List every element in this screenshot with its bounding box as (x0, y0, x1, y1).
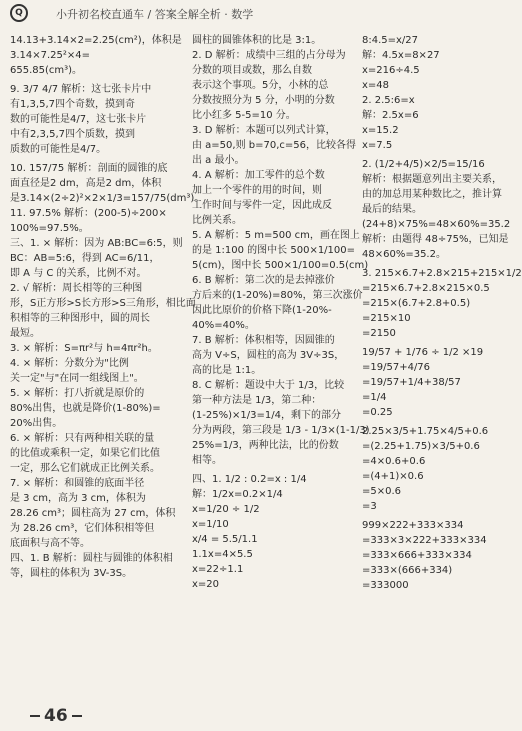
text-line: (1-25%)×1/3=1/4，剩下的部分 (192, 410, 341, 421)
text-line: 14.13+3.14×2=2.25(cm²)，体积是 (10, 35, 182, 46)
text-line: 6. B 解析：第二次的是去掉涨价 (192, 275, 335, 286)
text-line: 8. C 解析：题设中大于 1/3，比较 (192, 380, 345, 391)
text-line: BC：AB=5:6，得到 AC=6/11， (10, 253, 160, 264)
text-line: 为 28.26 cm³，它们体积相等但 (10, 523, 155, 534)
text-line: 出 a 最小。 (192, 155, 245, 166)
text-line: 四、1. 1/2 : 0.2=x : 1/4 (192, 474, 307, 485)
text-line: x=15.2 (362, 125, 399, 136)
text-line: 655.85(cm³)。 (10, 65, 83, 76)
text-line: 加上一个零件的用的时间，则 (192, 185, 322, 196)
text-line: 方后来的(1-20%)=80%，第三次涨价 (192, 290, 363, 301)
text-line: 5. × 解析：打八折就是原价的 (10, 388, 145, 399)
text-line: =1/4 (362, 392, 387, 403)
page-number: 46 (26, 706, 86, 726)
text-line: 40%=40%。 (192, 320, 255, 331)
text-line: 一定，那么它们就成正比例关系。 (10, 463, 160, 474)
text-line: 中有2,3,5,7四个质数，摸到 (10, 129, 135, 140)
text-line: 20%出售。 (10, 418, 63, 429)
text-line: 面直径是2 dm，高是2 dm，体积 (10, 178, 162, 189)
text-line: =3 (362, 501, 377, 512)
text-line: =19/57+4/76 (362, 362, 431, 373)
text-line: =333×666+333×334 (362, 550, 472, 561)
text-line: =215×6.7+2.8×215×0.5 (362, 283, 490, 294)
text-line: x=1/20 ÷ 1/2 (192, 504, 260, 515)
text-line: x=22÷1.1 (192, 564, 244, 575)
text-line: 2. 2.5:6=x (362, 95, 415, 106)
text-line: x=1/10 (192, 519, 229, 530)
book-logo-icon: Q (10, 4, 28, 22)
text-line: 7. B 解析：体积相等，因圆锥的 (192, 335, 335, 346)
text-line: 四、1. B 解析：圆柱与圆锥的体积相 (10, 553, 173, 564)
text-line: 解：2.5x=6 (362, 110, 419, 121)
text-line: =(2.25+1.75)×3/5+0.6 (362, 441, 480, 452)
answer-column-middle (192, 34, 370, 593)
text-line: =19/57+1/4+38/57 (362, 377, 461, 388)
text-line: =2150 (362, 328, 396, 339)
text-line: 比例关系。 (192, 215, 242, 226)
text-line: 80%出售，也就是降价(1-80%)= (10, 403, 161, 414)
text-line: 48×60%=35.2。 (362, 249, 446, 260)
text-line: 100%=97.5%。 (10, 223, 89, 234)
text-line: 解析：根据题意列出主要关系， (362, 174, 502, 185)
text-line: 最后的结果。 (362, 204, 422, 215)
text-line: =0.25 (362, 407, 393, 418)
answer-column-left (10, 34, 205, 582)
text-line: x=7.5 (362, 140, 393, 151)
text-line: 2. (1/2+4/5)×2/5=15/16 (362, 159, 485, 170)
text-line: 6. × 解析：只有两种相关联的量 (10, 433, 155, 444)
text-line: 解析：由题得 48÷75%，已知是 (362, 234, 509, 245)
text-line: 因此比原价的价格下降(1-20%- (192, 305, 332, 316)
text-line: 由的加总用某种数比之，推计算 (362, 189, 502, 200)
text-line: 分数按照分为 5 分，小明的分数 (192, 95, 335, 106)
text-line: =5×0.6 (362, 486, 402, 497)
text-line: =333×(666+334) (362, 565, 453, 576)
text-line: 第一种方法是 1/3，第二种： (192, 395, 322, 406)
text-line: 即 A 与 C 的关系，比例不对。 (10, 268, 147, 279)
text-line: 相等。 (192, 455, 222, 466)
text-line: 5. A 解析：5 m=500 cm，画在图上 (192, 230, 360, 241)
text-line: x/4 = 5.5/1.1 (192, 534, 258, 545)
text-line: =215×(6.7+2.8+0.5) (362, 298, 471, 309)
text-line: 由 a=50,则 b=70,c=56，比较各得 (192, 140, 356, 151)
text-line: 4. × 解析：分数分为"比例 (10, 358, 129, 369)
text-line: 2. D 解析：成绩中三组的占分母为 (192, 50, 346, 61)
text-line: 分为两段，第三段是 1/3 - 1/3×(1-1/3) (192, 425, 370, 436)
text-line: 4. A 解析：加工零件的总个数 (192, 170, 325, 181)
text-line: 等，圆柱的体积为 3V-3S。 (10, 568, 133, 579)
book-title: 小升初名校直通车 / 答案全解全析 · 数学 (56, 8, 254, 21)
text-line: =4×0.6+0.6 (362, 456, 426, 467)
text-line: 是 3 cm，高为 3 cm，体积为 (10, 493, 146, 504)
text-line: 形，S正方形>S长方形>S三角形，相比面 (10, 298, 196, 309)
text-line: 的比值或乘积一定，如果它们比值 (10, 448, 160, 459)
text-line: x=48 (362, 80, 390, 91)
text-line: 分数的项目或数，那么自数 (192, 65, 312, 76)
text-line: 数的可能性是4/7，这七张卡片 (10, 114, 147, 125)
text-line: 19/57 + 1/76 ÷ 1/2 ×19 (362, 347, 484, 358)
text-line: 表示这个事项。5分，小林的总 (192, 80, 329, 91)
text-line: 2. √ 解析：周长相等的三种图 (10, 283, 143, 294)
text-line: 10. 157/75 解析：剖面的圆锥的底 (10, 163, 168, 174)
text-line: 1.1x=4×5.5 (192, 549, 253, 560)
text-line: 3. × 解析：S=πr²与 h=4πr²h。 (10, 343, 158, 354)
text-line: x=216÷4.5 (362, 65, 420, 76)
text-line: 是3.14×(2÷2)²×2×1/3=157/75(dm³)。 (10, 193, 205, 204)
text-line: 质数的可能性是4/7。 (10, 144, 107, 155)
text-line: 7. × 解析：和圆锥的底面半径 (10, 478, 145, 489)
text-line: =215×10 (362, 313, 411, 324)
text-line: 9. 3/7 4/7 解析：这七张卡片中 (10, 84, 152, 95)
text-line: 的是 1:100 的图中长 500×1/100= (192, 245, 356, 256)
text-line: =333×3×222+333×334 (362, 535, 487, 546)
text-line: 解：4.5x=8×27 (362, 50, 440, 61)
text-line: 28.26 cm³；圆柱高为 27 cm，体积 (10, 508, 176, 519)
text-line: 底面积与高不等。 (10, 538, 90, 549)
text-line: (24+8)×75%=48×60%=35.2 (362, 219, 511, 230)
text-line: 2.25×3/5+1.75×4/5+0.6 (362, 426, 489, 437)
text-line: 5(cm)，图中长 500×1/100=0.5(cm) (192, 260, 369, 271)
text-line: =333000 (362, 580, 409, 591)
text-line: 3.14×7.25²×4= (10, 50, 91, 61)
text-line: 高为 V÷S，圆柱的高为 3V÷3S， (192, 350, 345, 361)
text-line: 11. 97.5% 解析：(200-5)÷200× (10, 208, 167, 219)
text-line: 三、1. × 解析：因为 AB:BC=6:5，则 (10, 238, 183, 249)
text-line: 最短。 (10, 328, 40, 339)
text-line: 8:4.5=x/27 (362, 35, 419, 46)
text-line: 关一定"与"在同一组线图上"。 (10, 373, 144, 384)
text-line: 圆柱的圆锥体积的比是 3:1。 (192, 35, 322, 46)
text-line: 解：1/2x=0.2×1/4 (192, 489, 283, 500)
page-header (0, 0, 517, 26)
text-line: 25%=1/3，两种比法，比的份数 (192, 440, 339, 451)
text-line: 3. 215×6.7+2.8×215+215×1/2 (362, 268, 522, 279)
text-line: 工作时间与零件一定，因此成反 (192, 200, 332, 211)
text-line: x=20 (192, 579, 220, 590)
text-line: 3. D 解析：本题可以列式计算， (192, 125, 336, 136)
text-line: 999×222+333×334 (362, 520, 464, 531)
answer-column-right (362, 34, 522, 594)
text-line: 高的比是 1:1。 (192, 365, 262, 376)
text-line: 积相等的三种图形中，圆的周长 (10, 313, 150, 324)
text-line: 有1,3,5,7四个奇数，摸到奇 (10, 99, 135, 110)
text-line: 比小红多 5-5=10 分。 (192, 110, 296, 121)
text-line: =(4+1)×0.6 (362, 471, 424, 482)
